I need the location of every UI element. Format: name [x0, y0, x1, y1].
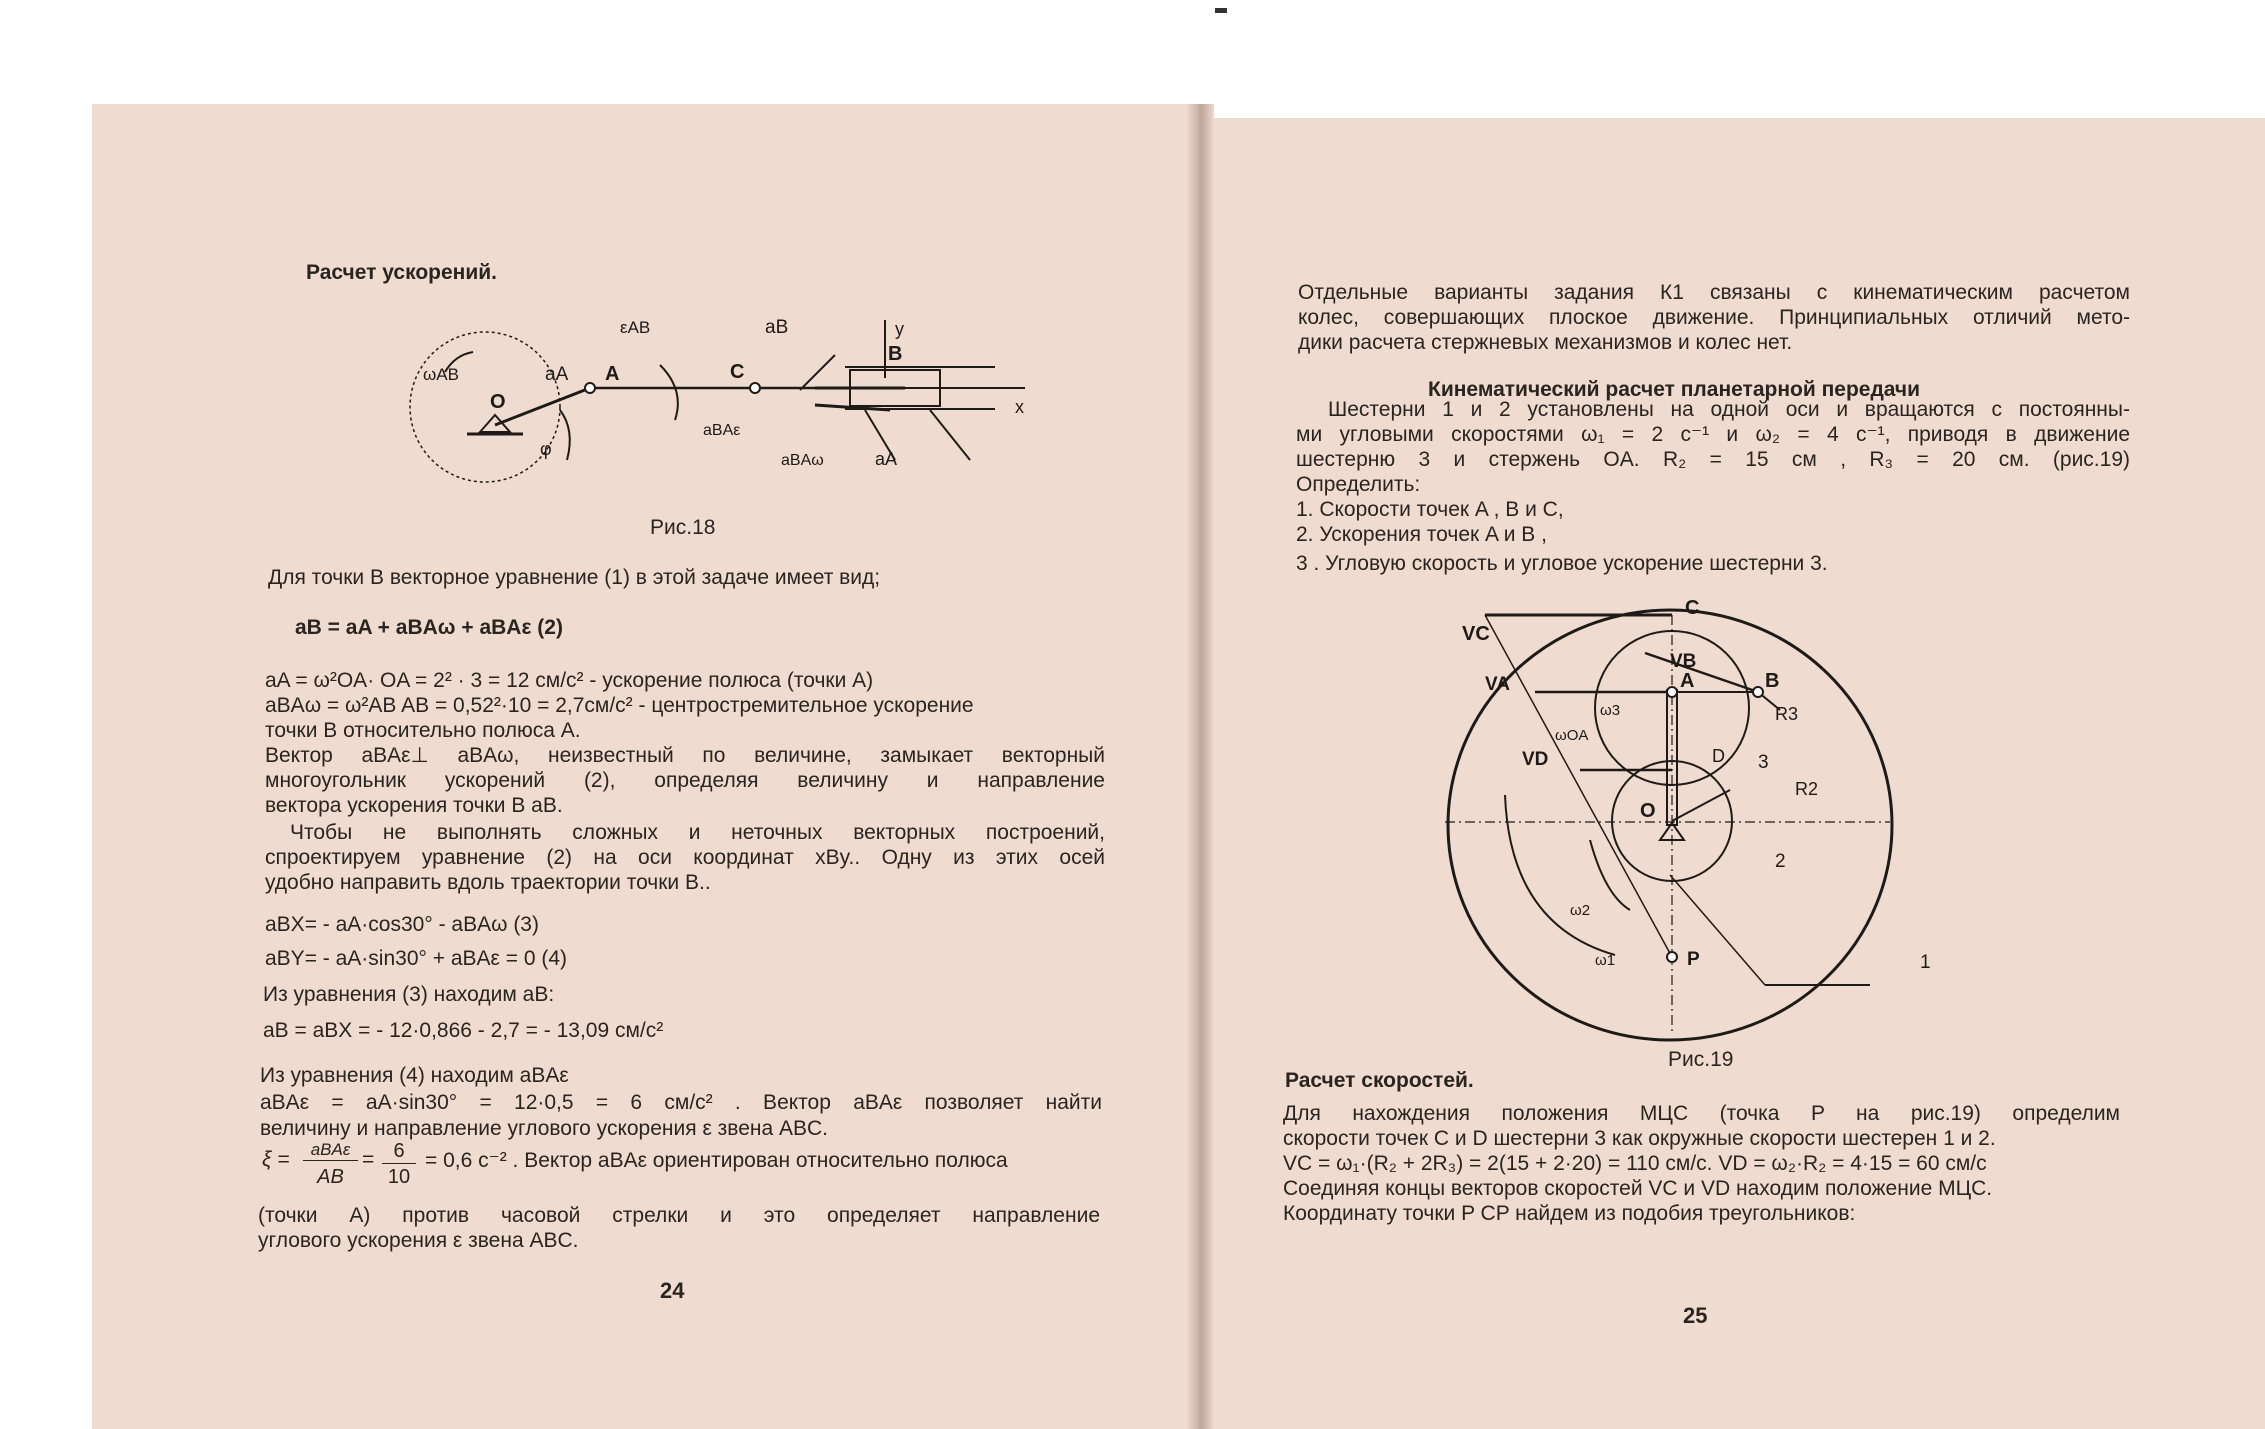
page-number-left: 24 [660, 1278, 685, 1303]
eps-ab-arc [660, 365, 678, 420]
text-line: величину и направление углового ускорения ε звена ABC. [260, 1117, 828, 1140]
text-line: Координату точки P CP найдем из подобия треугольников: [1283, 1202, 1856, 1225]
list-item: 3 . Угловую скорость и угловое ускорение шестерни 3. [1296, 552, 1828, 575]
fraction-numerator: 6 [382, 1140, 416, 1164]
label-va: VA [1485, 674, 1510, 695]
list-item: 1. Скорости точек A , B и C, [1296, 498, 1564, 521]
text-line: дики расчета стержневых механизмов и колес нет. [1298, 331, 1793, 354]
text-line: Шестерни 1 и 2 установлены на одной оси и вращаются с постоянны- [1328, 398, 2130, 421]
label-p: P [1687, 949, 1700, 970]
label-3: 3 [1758, 752, 1769, 773]
label-aba-eps: aBAε [703, 422, 741, 439]
book-spine [1186, 104, 1214, 1429]
xi-label: ξ = [262, 1148, 290, 1171]
text-line: многоугольник ускорений (2), определяя величину и направление [265, 769, 1105, 792]
label-y: y [895, 319, 904, 339]
label-omega1: ω1 [1595, 952, 1616, 969]
equation-4: aBY= - aA·sin30° + aBAε = 0 (4) [265, 947, 567, 970]
label-c: C [1685, 597, 1700, 619]
text-line: Для нахождения положения МЦС (точка P на рис.19) определим [1283, 1102, 2120, 1125]
label-d: D [1712, 746, 1725, 766]
label-aa-mid: aA [545, 364, 569, 385]
text-line: aBAω = ω²AB AB = 0,52²·10 = 2,7см/с² - центростремительное ускорение [265, 694, 974, 717]
text-line: aA = ω²OA· OA = 2² · 3 = 12 см/с² - ускорение полюса (точки A) [265, 669, 874, 692]
label-omega2: ω2 [1570, 902, 1591, 919]
label-ab-top: aB [765, 317, 789, 338]
text-line: углового ускорения ε звена ABC. [258, 1229, 579, 1252]
label-aba-omega: aBAω [781, 452, 824, 469]
text-line: aBAε = aA·sin30° = 12·0,5 = 6 см/с² . Вектор aBAε позволяет найти [260, 1091, 1102, 1114]
section-heading-accelerations: Расчет ускорений. [306, 261, 497, 284]
figure-18-caption: Рис.18 [650, 516, 716, 539]
text-line: Отдельные варианты задания К1 связаны с кинематическим расчетом [1298, 281, 2130, 304]
text-line: вектора ускорения точки B aB. [265, 794, 563, 817]
omega2-arc [1590, 840, 1630, 910]
section-heading-planetary: Кинематический расчет планетарной передачи [1428, 378, 1921, 401]
fraction-denominator: 10 [387, 1166, 411, 1188]
section-heading-speeds: Расчет скоростей. [1285, 1069, 1474, 1092]
text-line: скорости точек C и D шестерни 3 как окружные скорости шестерен 1 и 2. [1283, 1127, 1996, 1150]
label-phi: φ [540, 439, 552, 459]
text-line: Соединяя концы векторов скоростей VC и VD находим положение МЦС. [1283, 1177, 1993, 1200]
text-line: aB = aBX = - 12·0,866 - 2,7 = - 13,09 см/с² [263, 1019, 664, 1042]
text-line: = 0,6 с⁻² . Вектор aBAε ориентирован относительно полюса [425, 1149, 1008, 1172]
label-b: B [888, 343, 903, 365]
label-o: O [1640, 800, 1656, 822]
equation-3: aBX= - aA·cos30° - aBAω (3) [265, 913, 539, 936]
label-r3: R3 [1775, 704, 1799, 724]
label-a: A [605, 363, 620, 385]
crank-oa [495, 388, 590, 425]
label-o: O [490, 391, 506, 413]
label-omega3: ω3 [1600, 702, 1621, 719]
text-line: Из уравнения (4) находим aBAε [260, 1064, 569, 1087]
label-c: C [730, 361, 745, 383]
label-b: B [1765, 670, 1780, 692]
label-vb: VB [1670, 651, 1697, 672]
equation-2: aB = aA + aBAω + aBAε (2) [295, 616, 563, 639]
label-eps-ab: εAB [620, 318, 651, 337]
fraction-denominator: AB [317, 1166, 344, 1188]
text-line: Вектор aBAε⊥ aBAω, неизвестный по величине, замыкает векторный [265, 744, 1105, 767]
text-line: спроектируем уравнение (2) на оси координат xBy.. Одну из этих осей [265, 846, 1105, 869]
list-item: 2. Ускорения точек A и B , [1296, 523, 1547, 546]
label-omega-oa: ωOA [1555, 727, 1589, 744]
label-x: x [1015, 397, 1024, 417]
figure-19 [1440, 595, 1990, 1045]
phi-arc [560, 410, 570, 460]
equals-sign: = [362, 1148, 375, 1171]
text-line: точки B относительно полюса A. [265, 719, 581, 742]
intro-text: Для точки B векторное уравнение (1) в этой задаче имеет вид; [268, 566, 881, 589]
label-vd: VD [1522, 749, 1549, 770]
label-1: 1 [1920, 952, 1931, 973]
text-line: VC = ω₁·(R₂ + 2R₃) = 2(15 + 2·20) = 110 см/с. VD = ω₂·R₂ = 4·15 = 60 см/с [1283, 1152, 1987, 1175]
text-line: удобно направить вдоль траектории точки B.. [265, 871, 711, 894]
label-a: A [1680, 670, 1695, 692]
label-r2: R2 [1795, 779, 1819, 799]
text-line: Чтобы не выполнять сложных и неточных векторных построений, [290, 821, 1105, 844]
text-line: ми угловыми скоростями ω₁ = 2 с⁻¹ и ω₂ = 4 с⁻¹, приводя в движение [1296, 423, 2130, 446]
label-2: 2 [1775, 851, 1786, 872]
omega1-arc [1505, 795, 1615, 955]
figure-18 [395, 310, 1045, 520]
text-line: колес, совершающих плоское движение. Принципиальных отличий мето- [1298, 306, 2130, 329]
text-line: Из уравнения (3) находим aB: [263, 983, 555, 1006]
fraction-numerator: aBAε [303, 1140, 358, 1161]
text-line: (точки A) против часовой стрелки и это определяет направление [258, 1204, 1100, 1227]
figure-19-caption: Рис.19 [1668, 1048, 1734, 1071]
label-omega-ab: ωAB [423, 365, 459, 384]
text-line: шестерню 3 и стержень OA. R₂ = 15 см , R₃ = 20 см. (рис.19) [1296, 448, 2130, 471]
page-number-right: 25 [1683, 1303, 1708, 1328]
label-aa-bottom: aA [875, 449, 898, 469]
label-vc: VC [1462, 623, 1490, 645]
speck [1215, 8, 1227, 13]
text-line: Определить: [1296, 473, 1421, 496]
